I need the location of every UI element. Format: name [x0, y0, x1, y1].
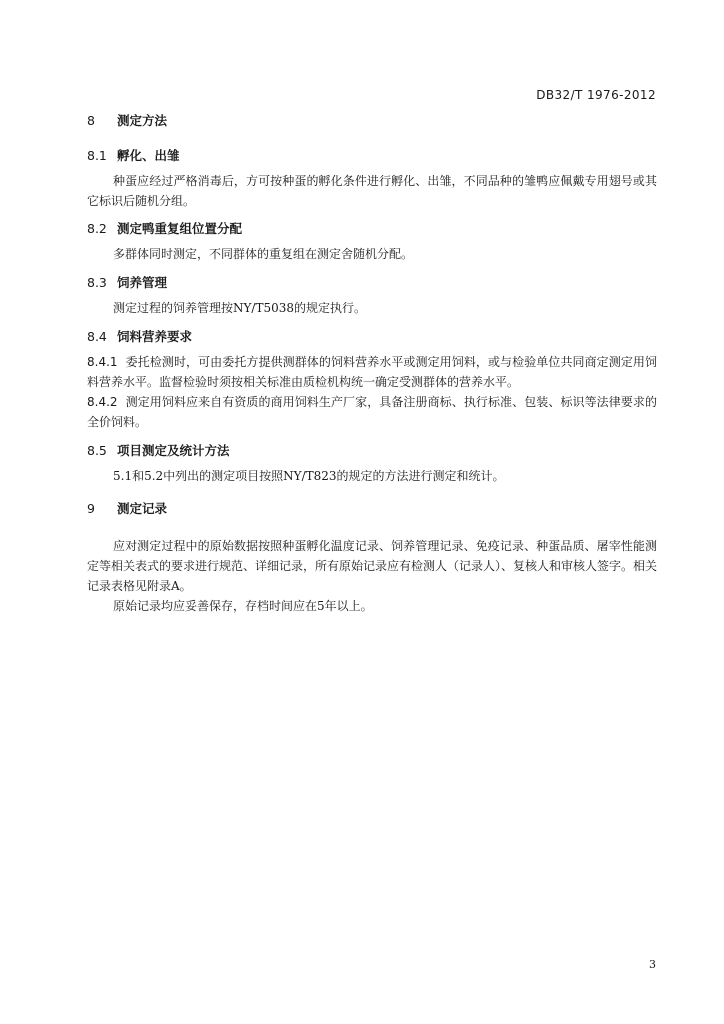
section-8-4-heading	[87, 328, 657, 346]
clause-number: 8.4.2	[87, 395, 118, 409]
section-number: 8.3	[87, 275, 107, 290]
section-number: 9	[87, 501, 95, 516]
section-title: 测定记录	[117, 501, 168, 516]
standard-code: DB32/T 1976-2012	[536, 88, 656, 102]
section-title: 测定鸭重复组位置分配	[117, 221, 243, 236]
document-body	[87, 112, 657, 616]
section-8-1-text: 种蛋应经过严格消毒后，方可按种蛋的孵化条件进行孵化、出雏，不同品种的雏鸭应佩戴专用翅号或其它标识后随机分组。	[87, 174, 657, 208]
section-number: 8	[87, 113, 95, 128]
section-title: 孵化、出雏	[117, 148, 180, 163]
clause-8-4-2	[87, 392, 657, 432]
section-title: 饲料营养要求	[117, 329, 193, 344]
section-8-3-text: 测定过程的饲养管理按NY/T5038的规定执行。	[113, 301, 367, 315]
section-number: 8.2	[87, 221, 107, 236]
section-9-paragraph-1: 应对测定过程中的原始数据按照种蛋孵化温度记录、饲养管理记录、免疫记录、种蛋品质、屠宰性能测定等相关表式的要求进行规范、详细记录，所有原始记录应有检测人（记录人）、复核人和审核人签字。相关记录表格见附录A。	[87, 539, 658, 593]
section-8-5-heading	[87, 442, 657, 460]
section-9-heading	[87, 500, 657, 518]
section-8-3-heading	[87, 274, 657, 292]
section-number: 8.1	[87, 148, 107, 163]
page-number: 3	[649, 958, 656, 971]
section-8-5-text: 5.1和5.2中列出的测定项目按照NY/T823的规定的方法进行测定和统计。	[113, 469, 505, 483]
section-8-2-heading	[87, 220, 657, 238]
section-8-heading	[87, 112, 657, 130]
section-title: 项目测定及统计方法	[117, 443, 230, 458]
section-title: 饲养管理	[117, 275, 168, 290]
clause-8-4-1	[87, 352, 657, 392]
section-8-1-heading	[87, 147, 657, 165]
section-8-2-text: 多群体同时测定，不同群体的重复组在测定舍随机分配。	[113, 247, 414, 261]
section-title: 测定方法	[117, 113, 168, 128]
clause-text: 测定用饲料应来自有资质的商用饲料生产厂家，具备注册商标、执行标准、包装、标识等法律要求的全价饲料。	[87, 395, 657, 429]
section-9-paragraph-2: 原始记录均应妥善保存，存档时间应在5年以上。	[113, 599, 373, 613]
section-number: 8.5	[87, 443, 107, 458]
clause-number: 8.4.1	[87, 355, 118, 369]
section-number: 8.4	[87, 329, 107, 344]
clause-text: 委托检测时，可由委托方提供测群体的饲料营养水平或测定用饲料，或与检验单位共同商定测定用饲料营养水平。监督检验时须按相关标准由质检机构统一确定受测群体的营养水平。	[87, 355, 657, 389]
